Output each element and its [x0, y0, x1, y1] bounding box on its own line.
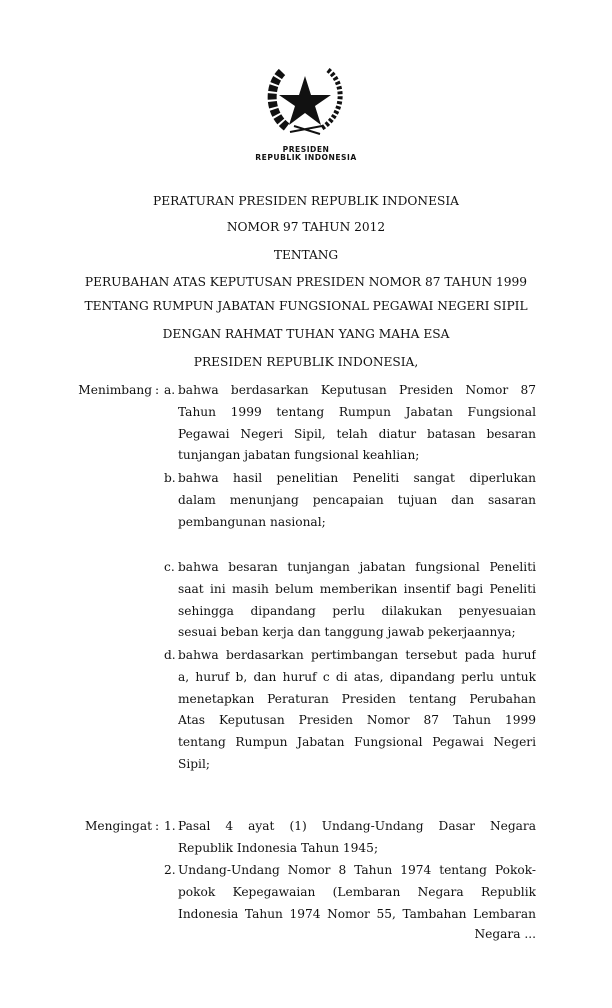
regulation-title: PERATURAN PRESIDEN REPUBLIK INDONESIA — [153, 194, 459, 208]
text-line: dalam menunjang pencapaian tujuan dan sasaran — [178, 492, 536, 507]
emblem-caption-republik: REPUBLIK INDONESIA — [255, 153, 357, 162]
text-line: Sipil; — [178, 756, 210, 771]
text-line: bahwa berdasarkan Keputusan Presiden Nomor 87 — [178, 383, 536, 397]
page-continuation: Negara ... — [474, 927, 536, 941]
text-line: tunjangan jabatan fungsional keahlian; — [178, 448, 420, 463]
text-line: Atas Keputusan Presiden Nomor 87 Tahun 1999 — [178, 713, 536, 728]
regulation-number: NOMOR 97 TAHUN 2012 — [226, 220, 386, 234]
text-line: bahwa berdasarkan pertimbangan tersebut pada huruf — [178, 648, 536, 662]
menimbang-item-text — [178, 645, 536, 776]
text-line: sesuai beban kerja dan tanggung jawab pekerjaannya; — [178, 625, 516, 640]
text-line: Republik Indonesia Tahun 1945; — [178, 840, 379, 855]
mengingat-colon: : — [155, 819, 160, 833]
about-heading: TENTANG — [273, 248, 339, 262]
text-line: sehingga dipandang perlu dilakukan penyesuaian — [178, 603, 536, 618]
text-line: saat ini masih belum memberikan insentif bagi Peneliti — [178, 581, 536, 596]
text-line: Pegawai Negeri Sipil, telah diatur batasan besaran — [178, 426, 536, 441]
menimbang-item-number: c. — [164, 560, 175, 574]
text-line: pembangunan nasional; — [178, 514, 326, 529]
menimbang-item-text — [178, 468, 536, 533]
text-line: pokok Kepegawaian (Lembaran Negara Republik — [178, 884, 536, 899]
mengingat-item-text — [178, 860, 536, 925]
emblem-caption-presiden: PRESIDEN — [282, 145, 330, 154]
menimbang-item-number: d. — [164, 648, 176, 662]
text-line: bahwa hasil penelitian Peneliti sangat diperlukan — [178, 471, 536, 485]
menimbang-item-number: b. — [164, 471, 176, 485]
menimbang-item-text — [178, 380, 536, 467]
menimbang-item-number: a. — [164, 383, 176, 397]
text-line: Pasal 4 ayat (1) Undang-Undang Dasar Negara — [178, 819, 536, 833]
mengingat-label: Mengingat — [84, 819, 152, 833]
mengingat-item-number: 1. — [164, 819, 176, 833]
text-line: Undang-Undang Nomor 8 Tahun 1974 tentang Pokok- — [178, 863, 536, 877]
text-line: a, huruf b, dan huruf c di atas, dipandang perlu untuk — [178, 669, 536, 684]
subject-line-1: PERUBAHAN ATAS KEPUTUSAN PRESIDEN NOMOR 87 TAHUN 1999 — [84, 275, 528, 289]
menimbang-colon: : — [155, 383, 160, 397]
subject-line-2: TENTANG RUMPUN JABATAN FUNGSIONAL PEGAWAI NEGERI SIPIL — [84, 299, 528, 313]
star-wreath-icon — [232, 52, 380, 142]
blessing-line: DENGAN RAHMAT TUHAN YANG MAHA ESA — [162, 327, 450, 341]
mengingat-item-number: 2. — [164, 863, 176, 877]
text-line: Tahun 1999 tentang Rumpun Jabatan Fungsional — [178, 404, 536, 419]
mengingat-item-text — [178, 816, 536, 860]
text-line: Indonesia Tahun 1974 Nomor 55, Tambahan Lembaran — [178, 906, 536, 921]
presidential-emblem — [232, 52, 380, 170]
menimbang-item-text — [178, 557, 536, 644]
text-line: bahwa besaran tunjangan jabatan fungsional Peneliti — [178, 560, 536, 574]
issuer-line: PRESIDEN REPUBLIK INDONESIA, — [193, 355, 419, 369]
text-line: menetapkan Peraturan Presiden tentang Perubahan — [178, 691, 536, 706]
menimbang-label: Menimbang — [78, 383, 152, 397]
text-line: tentang Rumpun Jabatan Fungsional Pegawai Negeri — [178, 735, 536, 750]
